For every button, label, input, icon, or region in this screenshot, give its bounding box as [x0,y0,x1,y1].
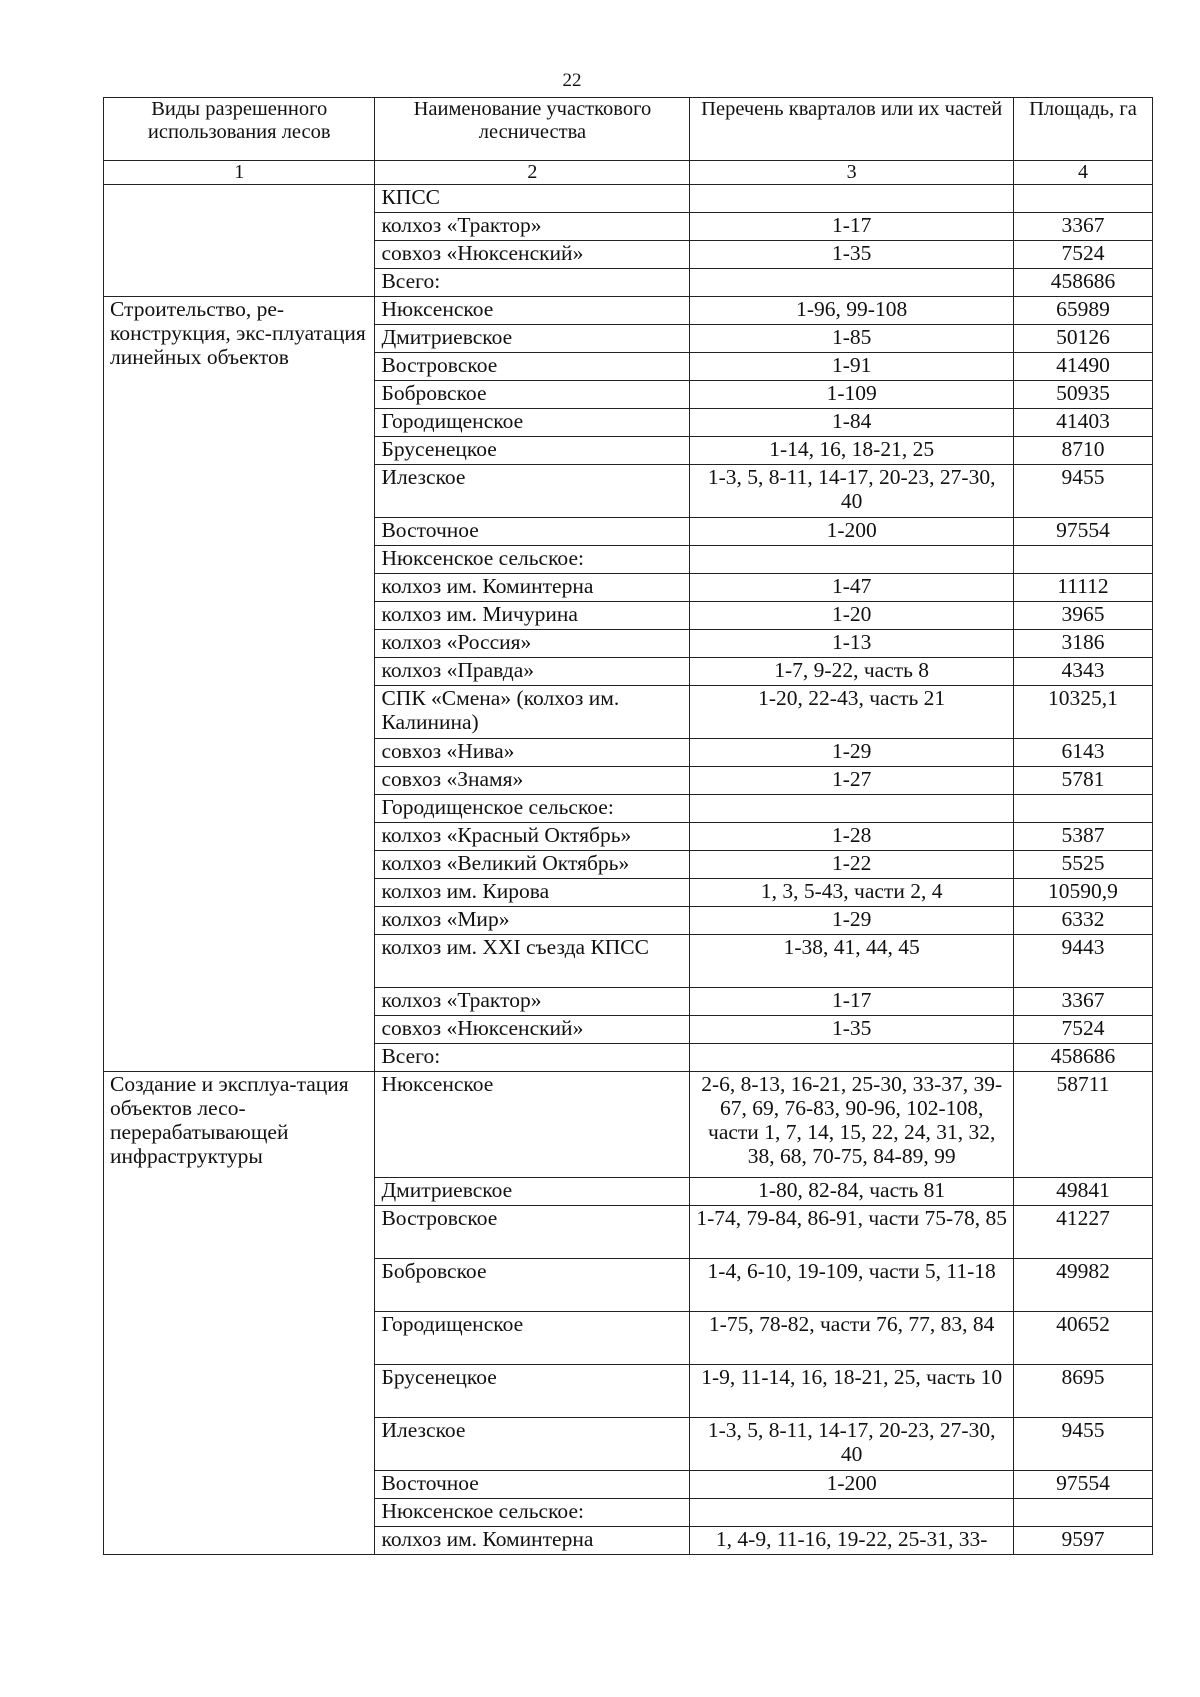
quarters-cell [690,185,1014,213]
area-cell: 3367 [1013,213,1152,241]
area-cell: 9455 [1013,1418,1152,1471]
quarters-cell: 1-74, 79-84, 86-91, части 75-78, 85 [690,1206,1014,1259]
quarters-cell: 1-22 [690,851,1014,879]
forestry-name-cell: Восточное [375,518,690,546]
area-cell: 7524 [1013,241,1152,269]
use-type-cell: Строительство, ре-конструкция, экс-плуатация линейных объектов [104,297,375,1072]
quarters-cell: 1-3, 5, 8-11, 14-17, 20-23, 27-30, 40 [690,1418,1014,1471]
area-cell: 41227 [1013,1206,1152,1259]
table-body [104,185,1153,1555]
forestry-name-cell: колхоз «Россия» [375,630,690,658]
area-cell: 49841 [1013,1178,1152,1206]
column-number: 2 [375,161,690,185]
area-cell [1013,185,1152,213]
forestry-name-cell: КПСС [375,185,690,213]
area-cell: 11112 [1013,574,1152,602]
forestry-name-cell: Всего: [375,269,690,297]
forestry-name-cell: Брусенецкое [375,437,690,465]
table-row [104,297,1153,325]
area-cell: 5387 [1013,823,1152,851]
forestry-name-cell: Всего: [375,1044,690,1072]
quarters-cell: 1-85 [690,325,1014,353]
quarters-cell: 1-96, 99-108 [690,297,1014,325]
forestry-name-cell: совхоз «Нюксенский» [375,1016,690,1044]
area-cell [1013,1499,1152,1527]
forestry-name-cell: Нюксенское сельское: [375,1499,690,1527]
quarters-cell: 1-200 [690,518,1014,546]
quarters-cell: 1-7, 9-22, часть 8 [690,658,1014,686]
quarters-cell: 1-29 [690,739,1014,767]
column-number: 1 [104,161,375,185]
quarters-cell: 1-14, 16, 18-21, 25 [690,437,1014,465]
quarters-cell [690,1499,1014,1527]
quarters-cell: 1-200 [690,1471,1014,1499]
page-number: 22 [562,70,582,91]
area-cell: 65989 [1013,297,1152,325]
area-cell: 97554 [1013,518,1152,546]
area-cell: 4343 [1013,658,1152,686]
forestry-name-cell: Городищенское сельское: [375,795,690,823]
use-type-cell [104,185,375,297]
forestry-name-cell: СПК «Смена» (колхоз им. Калинина) [375,686,690,739]
forestry-name-cell: Илезское [375,465,690,518]
quarters-cell: 1-35 [690,1016,1014,1044]
area-cell: 50935 [1013,381,1152,409]
quarters-cell: 1-84 [690,409,1014,437]
table-row [104,185,1153,213]
area-cell: 10325,1 [1013,686,1152,739]
area-cell: 458686 [1013,1044,1152,1072]
quarters-cell: 1-17 [690,213,1014,241]
area-cell: 41490 [1013,353,1152,381]
quarters-cell [690,795,1014,823]
forestry-name-cell: совхоз «Знамя» [375,767,690,795]
quarters-cell: 1-38, 41, 44, 45 [690,935,1014,988]
quarters-cell: 1-91 [690,353,1014,381]
quarters-cell: 1-4, 6-10, 19-109, части 5, 11-18 [690,1259,1014,1312]
forestry-name-cell: колхоз «Великий Октябрь» [375,851,690,879]
area-cell: 40652 [1013,1312,1152,1365]
quarters-cell: 1-80, 82-84, часть 81 [690,1178,1014,1206]
area-cell: 3367 [1013,988,1152,1016]
quarters-cell: 1-109 [690,381,1014,409]
quarters-cell: 1-47 [690,574,1014,602]
area-cell: 458686 [1013,269,1152,297]
use-type-cell: Создание и эксплуа-тация объектов лесо-перерабатывающей инфраструктуры [104,1072,375,1555]
area-cell: 6143 [1013,739,1152,767]
header-forestry-name: Наименование участкового лесничества [375,98,690,161]
area-cell: 50126 [1013,325,1152,353]
area-cell: 5781 [1013,767,1152,795]
quarters-cell: 1-20 [690,602,1014,630]
header-use-type: Виды разрешенного использования лесов [104,98,375,161]
quarters-cell: 1-29 [690,907,1014,935]
area-cell: 8695 [1013,1365,1152,1418]
area-cell: 7524 [1013,1016,1152,1044]
forestry-name-cell: Дмитриевское [375,325,690,353]
area-cell: 9455 [1013,465,1152,518]
forestry-name-cell: Нюксенское сельское: [375,546,690,574]
column-number: 4 [1013,161,1152,185]
forestry-name-cell: Нюксенское [375,1072,690,1178]
quarters-cell: 1-27 [690,767,1014,795]
forestry-name-cell: колхоз «Трактор» [375,213,690,241]
area-cell: 9597 [1013,1527,1152,1555]
column-number: 3 [690,161,1014,185]
forestry-name-cell: колхоз им. Коминтерна [375,574,690,602]
quarters-cell [690,546,1014,574]
area-cell: 97554 [1013,1471,1152,1499]
area-cell: 6332 [1013,907,1152,935]
area-cell [1013,546,1152,574]
area-cell: 58711 [1013,1072,1152,1178]
quarters-cell: 1-20, 22-43, часть 21 [690,686,1014,739]
forestry-name-cell: Илезское [375,1418,690,1471]
forestry-name-cell: колхоз им. Коминтерна [375,1527,690,1555]
quarters-cell: 1-9, 11-14, 16, 18-21, 25, часть 10 [690,1365,1014,1418]
area-cell: 3186 [1013,630,1152,658]
quarters-cell: 1-17 [690,988,1014,1016]
quarters-cell: 1-75, 78-82, части 76, 77, 83, 84 [690,1312,1014,1365]
forestry-name-cell: Востровское [375,353,690,381]
area-cell: 9443 [1013,935,1152,988]
forestry-name-cell: Городищенское [375,409,690,437]
forestry-name-cell: Бобровское [375,1259,690,1312]
area-cell: 8710 [1013,437,1152,465]
quarters-cell: 1-13 [690,630,1014,658]
area-cell: 41403 [1013,409,1152,437]
forestry-name-cell: колхоз «Правда» [375,658,690,686]
forestry-name-cell: колхоз им. XXI съезда КПСС [375,935,690,988]
forestry-name-cell: Нюксенское [375,297,690,325]
forestry-name-cell: колхоз «Красный Октябрь» [375,823,690,851]
header-area: Площадь, га [1013,98,1152,161]
forestry-name-cell: колхоз «Трактор» [375,988,690,1016]
forestry-name-cell: Дмитриевское [375,1178,690,1206]
forestry-name-cell: совхоз «Нива» [375,739,690,767]
forest-use-table [103,97,1153,1555]
quarters-cell [690,1044,1014,1072]
forestry-name-cell: Бобровское [375,381,690,409]
quarters-cell: 1, 3, 5-43, части 2, 4 [690,879,1014,907]
quarters-cell: 1-35 [690,241,1014,269]
forestry-name-cell: колхоз им. Мичурина [375,602,690,630]
quarters-cell: 1-28 [690,823,1014,851]
forestry-name-cell: колхоз им. Кирова [375,879,690,907]
quarters-cell: 1-3, 5, 8-11, 14-17, 20-23, 27-30, 40 [690,465,1014,518]
area-cell: 5525 [1013,851,1152,879]
area-cell: 3965 [1013,602,1152,630]
quarters-cell [690,269,1014,297]
forestry-name-cell: Городищенское [375,1312,690,1365]
forestry-name-cell: совхоз «Нюксенский» [375,241,690,269]
quarters-cell: 2-6, 8-13, 16-21, 25-30, 33-37, 39-67, 69, 76-83, 90-96, 102-108, части 1, 7, 14, 15, 22, 24, 31, 32, 38, 68, 70-75, 84-89, 99 [690,1072,1014,1178]
forestry-name-cell: Востровское [375,1206,690,1259]
area-cell [1013,795,1152,823]
area-cell: 49982 [1013,1259,1152,1312]
forestry-name-cell: Восточное [375,1471,690,1499]
header-quarters: Перечень кварталов или их частей [690,98,1014,161]
area-cell: 10590,9 [1013,879,1152,907]
forestry-name-cell: Брусенецкое [375,1365,690,1418]
quarters-cell: 1, 4-9, 11-16, 19-22, 25-31, 33- [690,1527,1014,1555]
table-row [104,1072,1153,1178]
forestry-name-cell: колхоз «Мир» [375,907,690,935]
